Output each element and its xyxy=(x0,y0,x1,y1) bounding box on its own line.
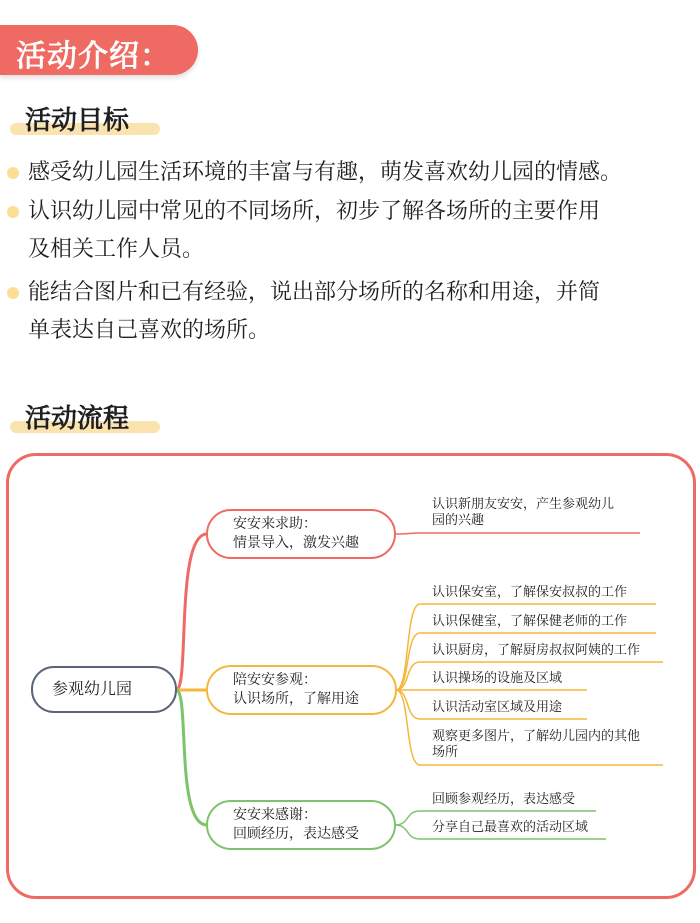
root-node: 参观幼儿园 xyxy=(52,679,133,698)
leaf-2-4: 认识操场的设施及区域 xyxy=(432,671,563,686)
leaf-2-6-line1: 观察更多图片，了解幼儿园内的其他 xyxy=(432,729,641,744)
goal-line-3: 能结合图片和已有经验，说出部分场所的名称和用途，并简 xyxy=(28,280,601,305)
branch-node-1-line2: 情景导入，激发兴趣 xyxy=(233,535,359,551)
leaf-2-6-line2: 场所 xyxy=(432,745,459,760)
leaf-1-line1: 认识新朋友安安，产生参观幼儿 xyxy=(432,497,615,512)
branch-node-1-line1: 安安来求助： xyxy=(233,516,317,532)
process-title: 活动流程 xyxy=(25,404,130,434)
goal-line-1: 感受幼儿园生活环境的丰富与有趣，萌发喜欢幼儿园的情感。 xyxy=(28,160,623,185)
branch-node-3-line2: 回顾经历，表达感受 xyxy=(233,826,359,842)
goal-line-3-cont: 单表达自己喜欢的场所。 xyxy=(28,318,271,343)
goals-title: 活动目标 xyxy=(25,106,130,136)
leaf-2-5: 认识活动室区域及用途 xyxy=(432,700,563,715)
branch-node-2-line1: 陪安安参观： xyxy=(233,672,317,688)
leaf-1-line2: 园的兴趣 xyxy=(432,513,485,528)
goal-line-2-cont: 及相关工作人员。 xyxy=(28,237,205,262)
leaf-3-1: 回顾参观经历，表达感受 xyxy=(432,792,576,807)
branch-node-3-line1: 安安来感谢： xyxy=(233,807,317,823)
header-title: 活动介绍： xyxy=(16,39,171,74)
leaf-2-1: 认识保安室，了解保安叔叔的工作 xyxy=(432,585,628,600)
leaf-3-2: 分享自己最喜欢的活动区域 xyxy=(432,820,589,835)
leaf-2-3: 认识厨房，了解厨房叔叔阿姨的工作 xyxy=(432,643,641,658)
leaf-2-2: 认识保健室，了解保健老师的工作 xyxy=(432,614,628,629)
branch-node-2-line2: 认识场所，了解用途 xyxy=(233,691,359,707)
goal-line-2: 认识幼儿园中常见的不同场所，初步了解各场所的主要作用 xyxy=(28,199,601,224)
